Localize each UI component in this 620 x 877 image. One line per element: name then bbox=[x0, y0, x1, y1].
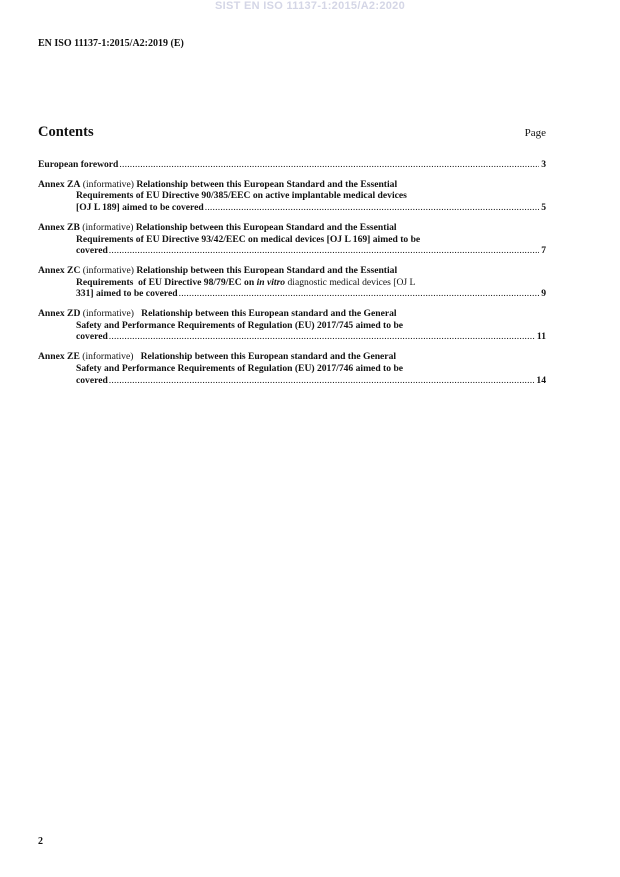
annex-label: Annex ZC bbox=[38, 264, 81, 276]
toc-page-number: 14 bbox=[536, 374, 546, 386]
annex-label: Annex ZD bbox=[38, 308, 81, 320]
toc-page-number: 3 bbox=[541, 159, 546, 170]
toc-entry-title: European foreword bbox=[38, 159, 119, 170]
toc-page-number: 11 bbox=[536, 331, 546, 343]
toc-entry-annex-ze[interactable] bbox=[38, 351, 546, 386]
annex-title-line: Relationship between this European Standard and the Essential bbox=[136, 264, 398, 276]
toc-entry-annex-zb[interactable] bbox=[38, 222, 546, 257]
annex-title-line: [OJ L 189] aimed to be covered bbox=[76, 202, 204, 214]
annex-title-line: diagnostic medical devices [OJ L bbox=[285, 276, 416, 288]
annex-title-line: Relationship between this European standard and the General bbox=[141, 308, 397, 320]
annex-title-line: Relationship between this European Standard and the Essential bbox=[136, 178, 398, 190]
page-column-label: Page bbox=[524, 127, 546, 139]
toc-entry-annex-zc[interactable] bbox=[38, 265, 546, 300]
toc-entry-annex-za[interactable] bbox=[38, 179, 546, 214]
dot-leader bbox=[109, 245, 539, 257]
annex-label: Annex ZE bbox=[38, 351, 80, 363]
document-id-header: EN ISO 11137-1:2015/A2:2019 (E) bbox=[38, 38, 184, 49]
table-of-contents bbox=[38, 159, 546, 394]
annex-note: (informative) bbox=[80, 264, 137, 276]
dot-leader bbox=[119, 159, 539, 171]
annex-title-line: Relationship between this European Standard and the Essential bbox=[135, 221, 397, 233]
toc-page-number: 7 bbox=[541, 245, 546, 257]
annex-title-line: Relationship between this European standard and the General bbox=[140, 351, 397, 363]
toc-page-number: 9 bbox=[541, 288, 546, 300]
dot-leader bbox=[109, 331, 535, 343]
dot-leader bbox=[109, 375, 535, 387]
contents-title: Contents bbox=[38, 124, 94, 140]
annex-title-line: Requirements of EU Directive 98/79/EC on bbox=[76, 276, 257, 288]
toc-entry-foreword[interactable] bbox=[38, 159, 546, 171]
toc-entry-annex-zd[interactable] bbox=[38, 308, 546, 343]
annex-title-line: 331] aimed to be covered bbox=[76, 288, 178, 300]
annex-title-line: Safety and Performance Requirements of Regulation (EU) 2017/745 aimed to be bbox=[76, 319, 404, 331]
toc-page-number: 5 bbox=[541, 202, 546, 214]
annex-title-line: Requirements of EU Directive 93/42/EEC on medical devices [OJ L 169] aimed to be bbox=[76, 233, 421, 245]
annex-note: (informative) bbox=[80, 308, 142, 320]
annex-label: Annex ZA bbox=[38, 178, 81, 190]
dot-leader bbox=[179, 288, 540, 300]
dot-leader bbox=[205, 202, 539, 214]
annex-note: (informative) bbox=[80, 178, 137, 190]
page-number: 2 bbox=[38, 836, 43, 847]
annex-title-line: Requirements of EU Directive 90/385/EEC on active implantable medical devices bbox=[76, 190, 407, 202]
watermark: SIST EN ISO 11137-1:2015/A2:2020 bbox=[215, 0, 405, 12]
annex-title-italic: in vitro bbox=[256, 276, 286, 288]
annex-label: Annex ZB bbox=[38, 221, 80, 233]
annex-title-line: covered bbox=[76, 331, 108, 343]
annex-title-line: covered bbox=[76, 245, 108, 257]
annex-title-line: Safety and Performance Requirements of Regulation (EU) 2017/746 aimed to be bbox=[76, 362, 404, 374]
annex-title-line: covered bbox=[76, 374, 108, 386]
annex-note: (informative) bbox=[79, 221, 136, 233]
annex-note: (informative) bbox=[79, 351, 141, 363]
